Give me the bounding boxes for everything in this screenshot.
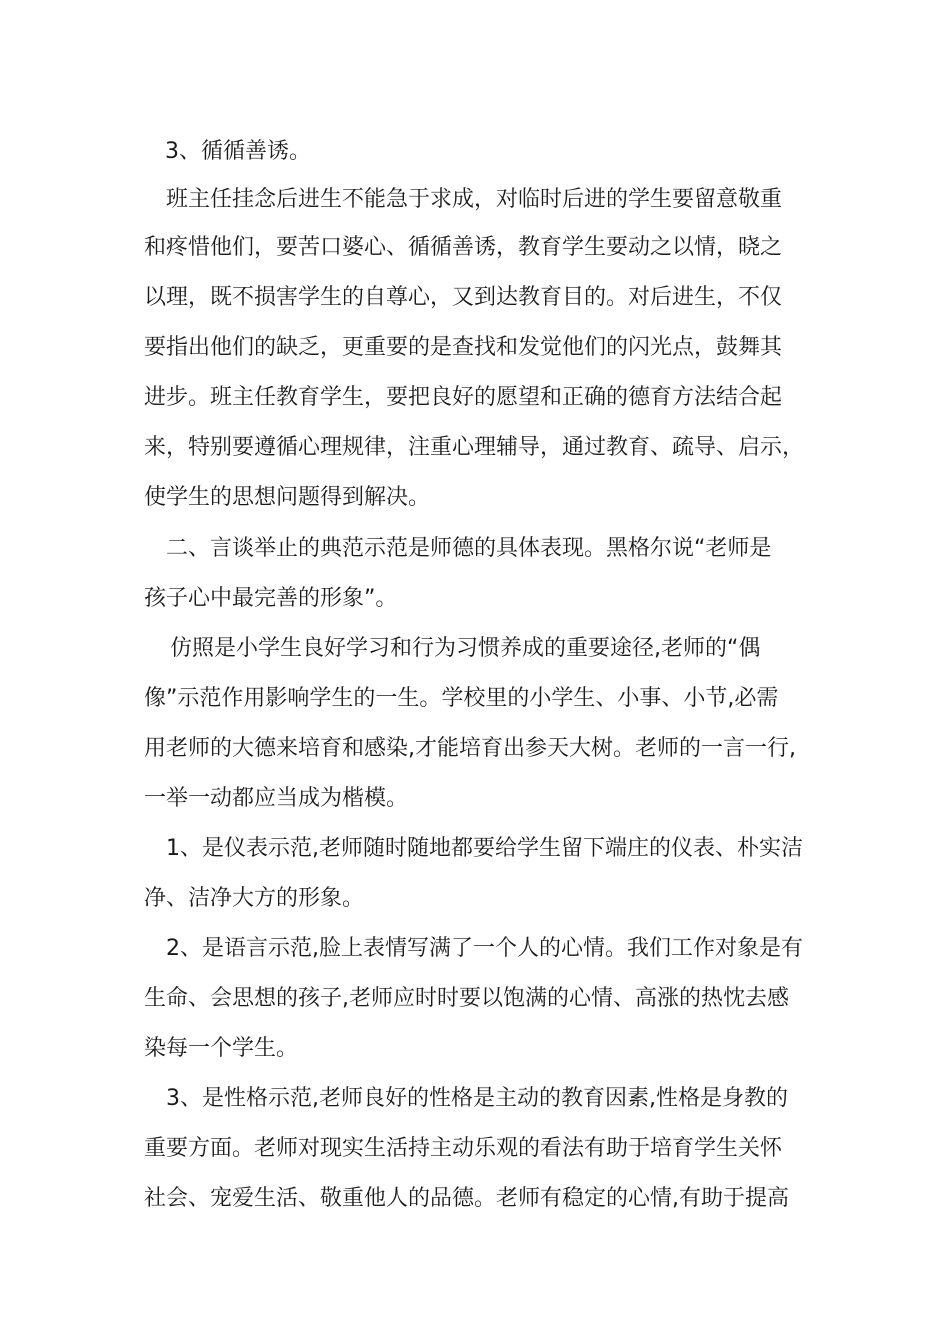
text-line: 和疼惜他们，要苦口婆心、循循善诱，教育学生要动之以情，晓之 [144,235,783,260]
text-line: 孩子心中最完善的形象”。 [144,586,398,611]
text-line: 3、是性格示范,老师良好的性格是主动的教育因素,性格是身教的 [166,1086,788,1111]
text-line: 1、是仪表示范,老师随时随地都要给学生留下端庄的仪表、朴实洁 [166,836,803,861]
text-line: 进步。班主任教育学生，要把良好的愿望和正确的德育方法结合起 [144,385,783,410]
text-line: 2、是语言示范,脸上表情写满了一个人的心情。我们工作对象是有 [166,936,803,961]
text-line: 一举一动都应当成为楷模。 [144,786,409,811]
text-line: 要指出他们的缺乏，更重要的是查找和发觉他们的闪光点，鼓舞其 [144,335,783,360]
text-line: 重要方面。老师对现实生活持主动乐观的看法有助于培育学生关怀 [144,1136,783,1161]
text-line: 使学生的思想问题得到解决。 [144,485,431,510]
text-line: 净、洁净大方的形象。 [144,886,365,911]
text-line: 3、循循善诱。 [165,139,311,164]
text-line: 仿照是小学生良好学习和行为习惯养成的重要途径,老师的“偶 [170,636,761,661]
text-line: 用老师的大德来培育和感染,才能培育出参天大树。老师的一言一行, [144,736,796,761]
text-line: 班主任挂念后进生不能急于求成，对临时后进的学生要留意敬重 [166,187,783,212]
text-line: 像”示范作用影响学生的一生。学校里的小学生、小事、小节,必需 [144,686,779,711]
text-line: 社会、宠爱生活、敬重他人的品德。老师有稳定的心情,有助于提高 [144,1186,789,1211]
text-line: 染每一个学生。 [144,1036,299,1061]
text-line: 生命、会思想的孩子,老师应时时要以饱满的心情、高涨的热忱去感 [144,986,789,1011]
text-line: 来，特别要遵循心理规律，注重心理辅导，通过教育、疏导、启示， [144,435,805,460]
text-line: 二、言谈举止的典范示范是师德的具体表现。黑格尔说“老师是 [166,536,772,561]
text-line: 以理，既不损害学生的自尊心，又到达教育目的。对后进生，不仅 [144,285,783,310]
